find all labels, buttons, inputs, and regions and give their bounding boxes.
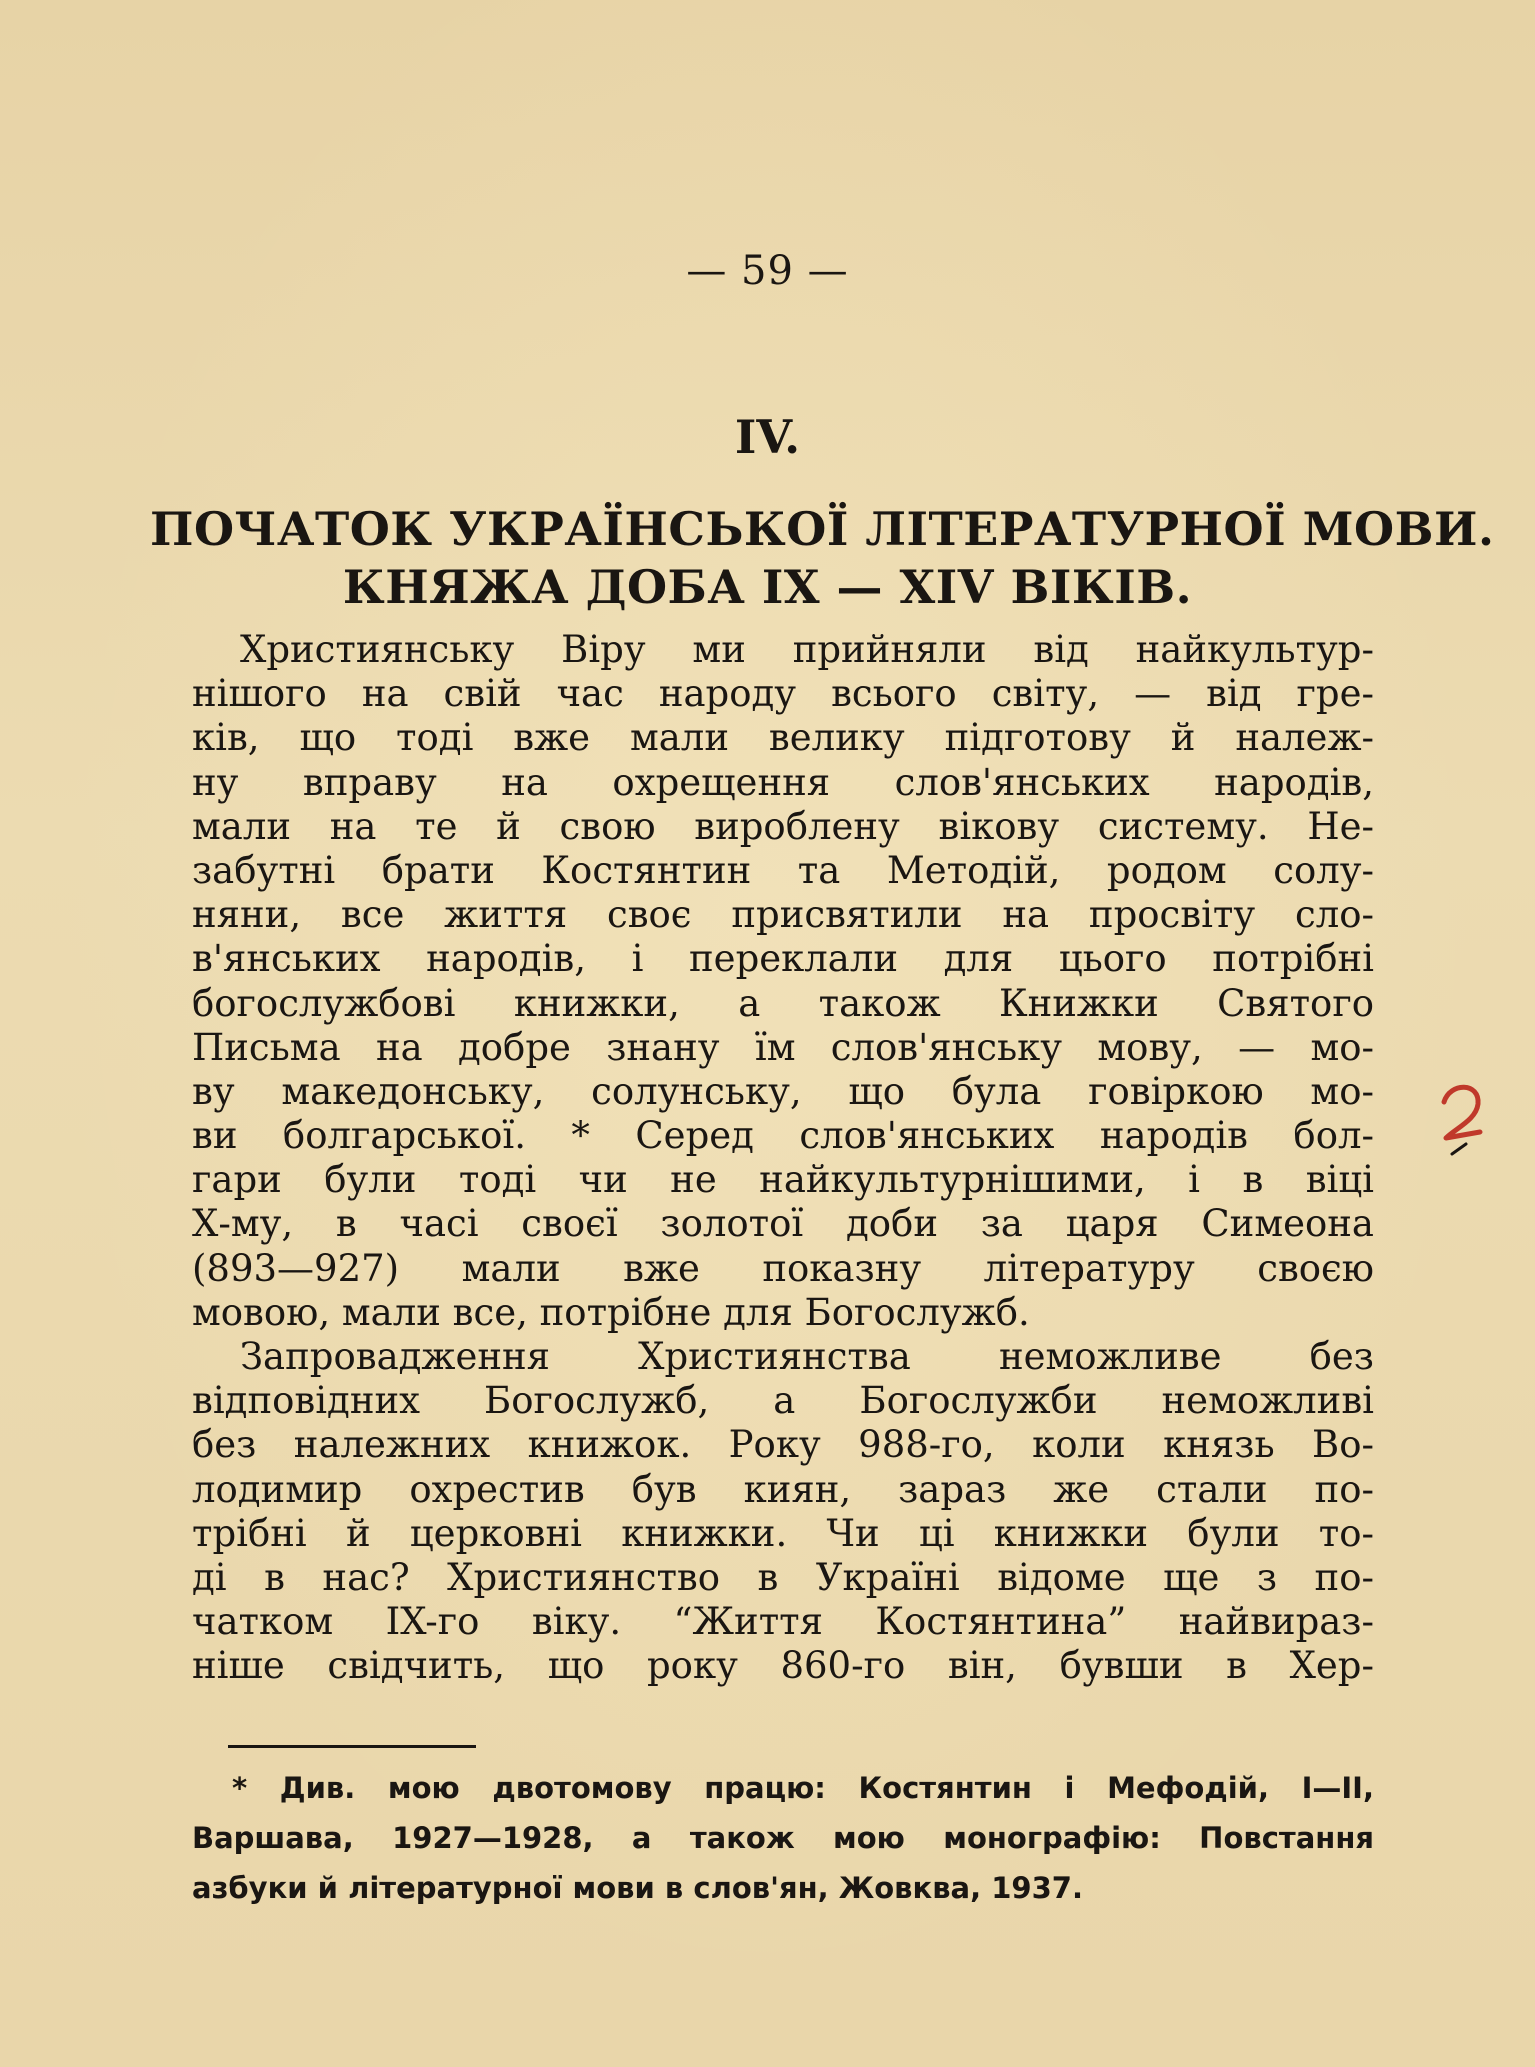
body-line: чатком IX-го віку. “Життя Костянтина” найвираз- [192, 1600, 1374, 1644]
body-line: гари були тоді чи не найкультурнішими, і в віці [192, 1158, 1374, 1202]
body-line: ків, що тоді вже мали велику підготову й належ- [192, 716, 1374, 760]
body-line: ніше свідчить, що року 860-го він, бувши в Хер- [192, 1644, 1374, 1688]
footnote-line: Варшава, 1927—1928, а також мою монографію: Повстання [192, 1821, 1374, 1855]
body-line: трібні й церковні книжки. Чи ці книжки були то- [192, 1511, 1374, 1555]
body-line: Християнську Віру ми прийняли від найкультур- [240, 628, 1374, 671]
footnote [192, 1763, 1374, 1913]
body-line: забутні брати Костянтин та Методій, родом солу- [192, 848, 1374, 892]
body-line: ді в нас? Християнство в Україні відоме ще з по- [192, 1555, 1374, 1599]
footnote-line: азбуки й літературної мови в слов'ян, Жовква, 1937. [192, 1871, 1083, 1905]
body-line: в'янських народів, і переклали для цього потрібні [192, 937, 1374, 981]
body-line: без належних книжок. Року 988-го, коли князь Во- [192, 1423, 1374, 1467]
body-line: няни, все життя своє присвятили на просвіту сло- [192, 893, 1374, 937]
body-line: Письма на добре знану їм слов'янську мову, — мо- [192, 1025, 1374, 1069]
chapter-numeral: IV. [734, 410, 801, 464]
body-line: Х-му, в часі своєї золотої доби за царя Симеона [192, 1202, 1374, 1246]
body-line: ну вправу на охрещення слов'янських народів, [192, 760, 1374, 804]
body-line: лодимир охрестив був киян, зараз же стали по- [192, 1467, 1374, 1511]
footnote-line: * Див. мою двотомову працю: Костянтин і Мефодій, I—II, [232, 1771, 1374, 1805]
body-line: ву македонську, солунську, що була говіркою мо- [192, 1069, 1374, 1113]
chapter-title-line-2: КНЯЖА ДОБА IX — XIV ВІКІВ. [342, 560, 1193, 614]
body-line: (893—927) мали вже показну літературу своєю [192, 1246, 1374, 1290]
chapter-title [150, 500, 1495, 616]
handwritten-margin-note [1422, 1070, 1502, 1160]
page-number: — 59 — [686, 248, 849, 294]
body-line: ви болгарської. * Серед слов'янських народів бол- [192, 1114, 1374, 1158]
body-line: богослужбові книжки, а також Книжки Святого [192, 981, 1374, 1025]
footnote-divider [228, 1745, 476, 1748]
chapter-title-line-1: ПОЧАТОК УКРАЇНСЬКОЇ ЛІТЕРАТУРНОЇ МОВИ. [150, 502, 1495, 556]
body-line: нішого на свій час народу всього світу, — від гре- [192, 672, 1374, 716]
body-line: Запровадження Християнства неможливе без [240, 1335, 1374, 1378]
body-line: мовою, мали все, потрібне для Богослужб. [192, 1290, 1030, 1334]
body-text [192, 628, 1374, 1689]
body-line: мали на те й свою вироблену вікову систему. Не- [192, 804, 1374, 848]
body-line: відповідних Богослужб, а Богослужби неможливі [192, 1379, 1374, 1423]
